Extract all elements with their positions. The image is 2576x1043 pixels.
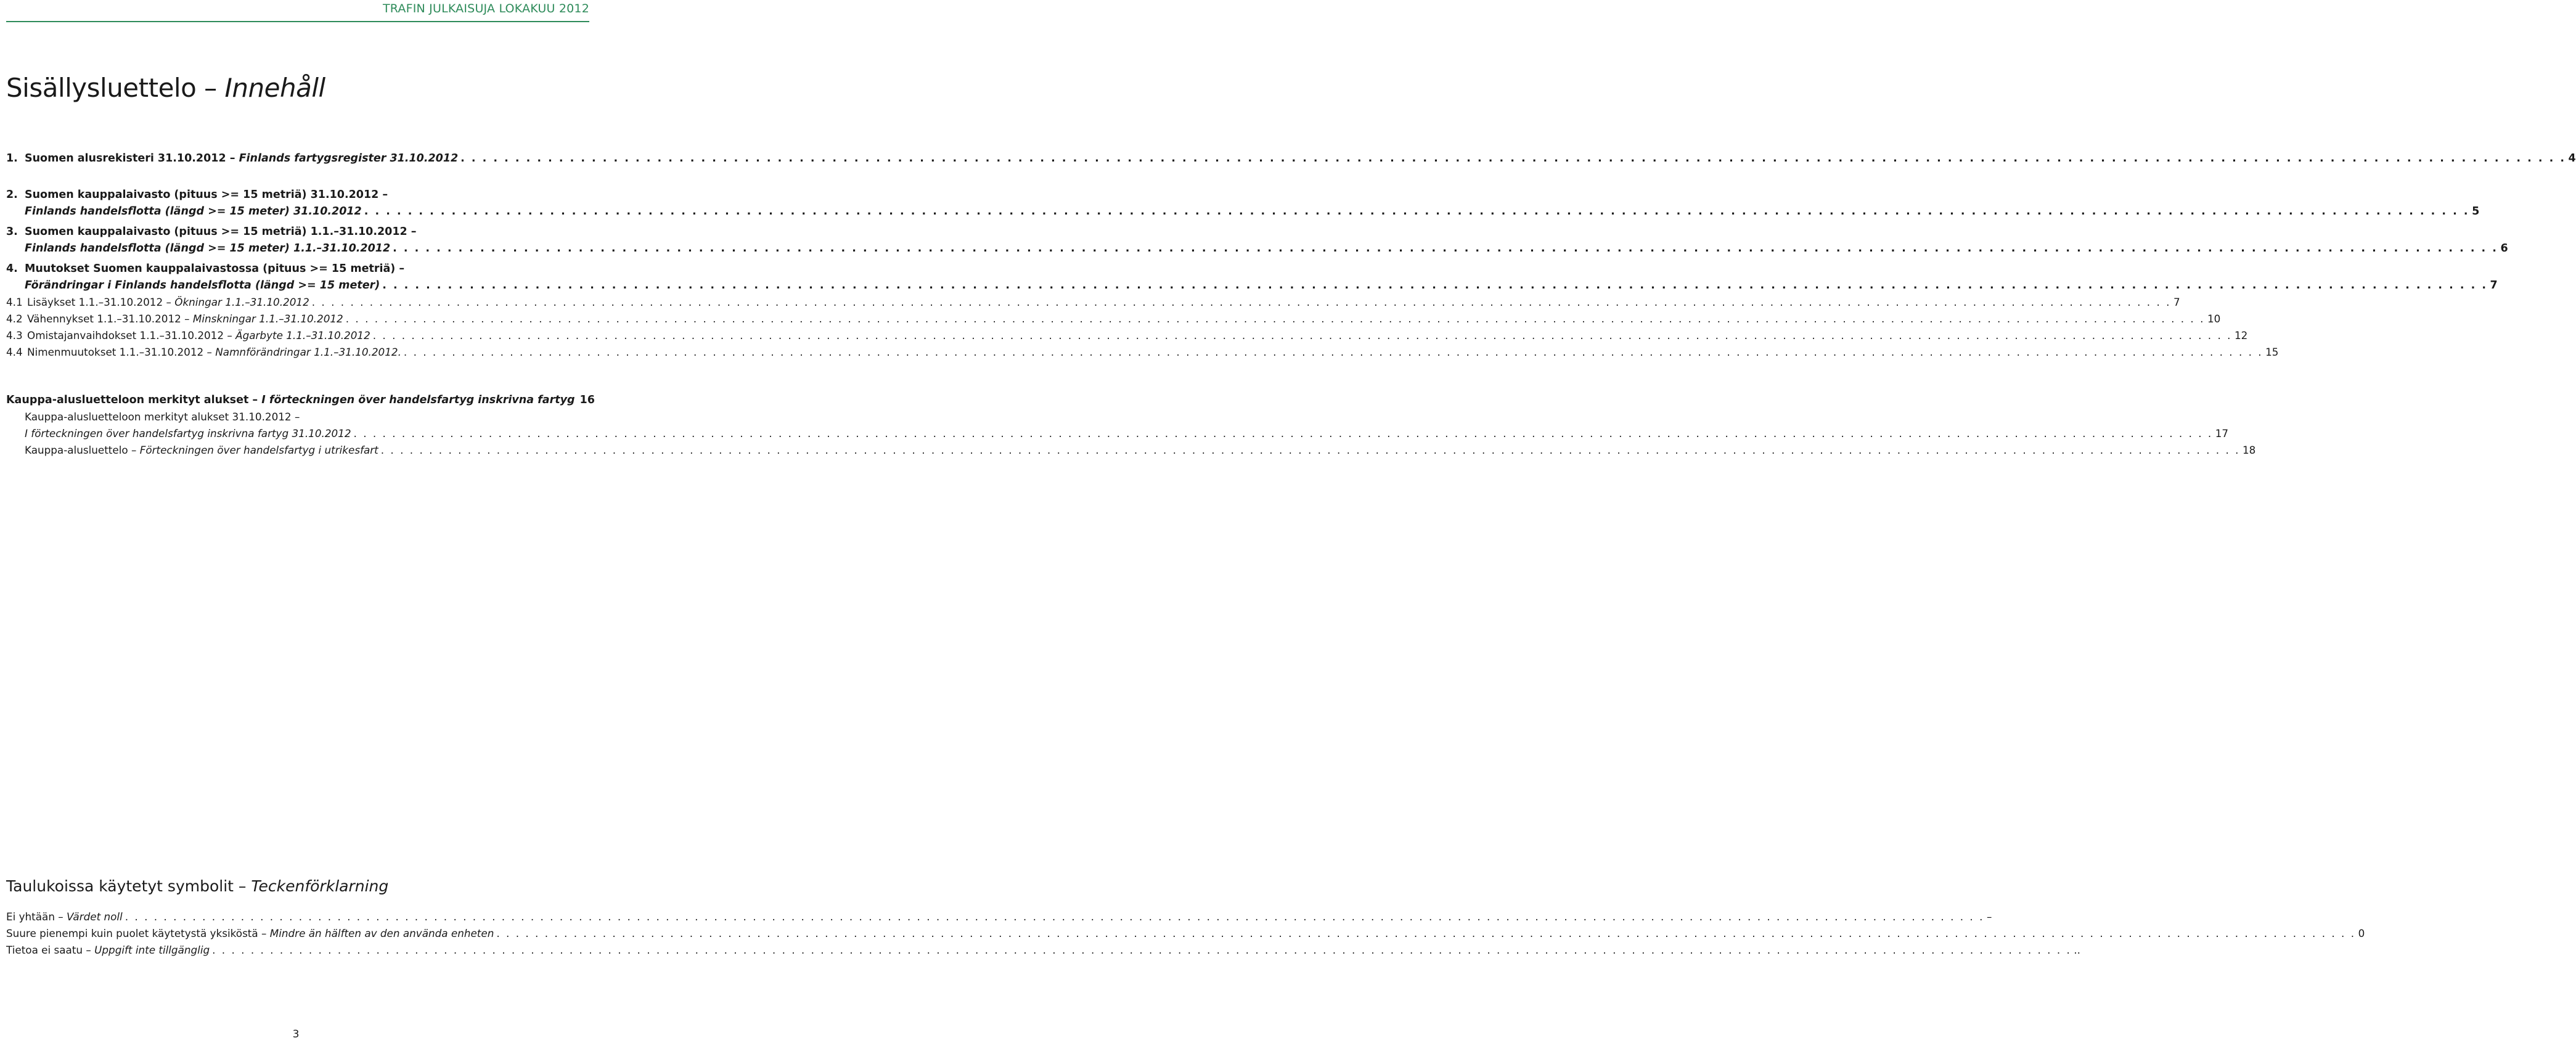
- toc-swedish: Ökningar 1.1.–31.10.2012: [174, 296, 309, 308]
- toc-number: 4.1: [6, 296, 23, 308]
- toc-page-number: 7: [2173, 296, 2180, 308]
- symbols-heading: Taulukoissa käytetyt symbolit – Teckenförklarning: [6, 877, 389, 895]
- toc-subentry-4-4[interactable]: 4.4 Nimenmuutokset 1.1.–31.10.2012 – Namnförändringar 1.1.–31.10.2012. . . . 15: [6, 344, 586, 360]
- toc-page-number: 12: [2234, 329, 2248, 342]
- dot-leader: [364, 203, 2469, 219]
- page-number: 3: [292, 1028, 300, 1041]
- toc-entry-2-line1[interactable]: 2. Suomen kauppalaivasto (pituus >= 15 metriä) 31.10.2012 –: [6, 187, 388, 203]
- dot-leader: [460, 150, 2566, 166]
- symbol-row-unavailable: Tietoa ei saatu – Uppgift inte tillgänglig . . . ..: [6, 942, 586, 958]
- toc-entry-1[interactable]: 1. Suomen alusrekisteri 31.10.2012 – Finlands fartygsregister 31.10.2012 . . . 4: [6, 150, 586, 166]
- toc-entry-3-line1[interactable]: 3. Suomen kauppalaivasto (pituus >= 15 metriä) 1.1.–31.10.2012 –: [6, 224, 417, 240]
- toc-page-number: 5: [2472, 205, 2480, 218]
- toc-entry-4-line2[interactable]: [6, 277, 2498, 293]
- symbol-finnish: Ei yhtään: [6, 910, 55, 923]
- toc-finnish: Suomen alusrekisteri 31.10.2012: [25, 152, 226, 165]
- toc-swedish: Namnförändringar 1.1.–31.10.2012.: [215, 346, 401, 358]
- toc-finnish: Lisäykset 1.1.–31.10.2012: [27, 296, 163, 308]
- publication-header: [6, 0, 589, 22]
- toc-number: 4.: [6, 263, 18, 275]
- toc-number: 4.3: [6, 329, 23, 342]
- toc-subentry-4-2[interactable]: 4.2 Vähennykset 1.1.–31.10.2012 – Minskningar 1.1.–31.10.2012 . . . 10: [6, 311, 586, 327]
- toc-subentry-kauppa-1-line1[interactable]: Kauppa-alusluetteloon merkityt alukset 31.10.2012 –: [25, 411, 300, 423]
- toc-swedish: Förändringar i Finlands handelsflotta (längd >= 15 meter): [25, 279, 380, 292]
- toc-swedish: I förteckningen över handelsfartyg inskrivna fartyg 31.10.2012: [25, 427, 351, 440]
- toc-entry-4-line1[interactable]: 4. Muutokset Suomen kauppalaivastossa (pituus >= 15 metriä) –: [6, 261, 404, 277]
- symbol-swedish: Värdet noll: [67, 910, 123, 923]
- dot-leader: [125, 909, 1984, 925]
- toc-finnish: Suomen kauppalaivasto (pituus >= 15 metriä) 1.1.–31.10.2012: [25, 226, 407, 238]
- toc-page-number: 17: [2215, 427, 2229, 440]
- symbol-mark: –: [1986, 910, 1992, 923]
- toc-finnish: Nimenmuutokset 1.1.–31.10.2012: [27, 346, 204, 358]
- toc-swedish: Finlands handelsflotta (längd >= 15 meter) 31.10.2012: [25, 205, 362, 218]
- toc-swedish: Finlands fartygsregister 31.10.2012: [239, 152, 459, 165]
- toc-finnish: Vähennykset 1.1.–31.10.2012: [27, 313, 181, 325]
- toc-entry-2-line2[interactable]: [6, 203, 2480, 219]
- symbol-row-none: Ei yhtään – Värdet noll . . . –: [6, 909, 586, 925]
- toc-finnish: Kauppa-alusluetteloon merkityt alukset: [6, 394, 249, 406]
- toc-page-number: 18: [2242, 444, 2256, 456]
- toc-page-number: 4: [2568, 152, 2576, 165]
- symbol-swedish: Mindre än hälften av den använda enheten: [269, 927, 494, 939]
- toc-number: 2.: [6, 189, 18, 201]
- dot-leader: [382, 277, 2487, 293]
- dot-leader: [393, 240, 2498, 256]
- title-dash: –: [196, 73, 225, 103]
- symbol-finnish: Suure pienempi kuin puolet käytetystä yksiköstä: [6, 927, 258, 939]
- symbol-mark: ..: [2074, 944, 2081, 956]
- toc-swedish: Finlands handelsflotta (längd >= 15 meter) 1.1.–31.10.2012: [25, 242, 391, 255]
- toc-swedish: Ägarbyte 1.1.–31.10.2012: [235, 329, 370, 342]
- dot-leader: [354, 425, 2213, 441]
- toc-subentry-4-1[interactable]: 4.1 Lisäykset 1.1.–31.10.2012 – Ökningar 1.1.–31.10.2012 . . . 7: [6, 294, 586, 310]
- symbol-row-small: Suure pienempi kuin puolet käytetystä yksiköstä – Mindre än hälften av den använda enheten . . . 0: [6, 925, 586, 941]
- toc-swedish: Förteckningen över handelsfartyg i utrikesfart: [139, 444, 378, 456]
- dot-leader: [381, 442, 2240, 458]
- toc-subentry-kauppa-1-line2[interactable]: [6, 425, 2229, 441]
- toc-page-number: 16: [579, 394, 595, 406]
- toc-number: 4.4: [6, 346, 23, 358]
- title-italic: Innehåll: [224, 73, 325, 103]
- toc-page-number: 10: [2207, 313, 2221, 325]
- dot-leader: [373, 327, 2232, 343]
- toc-number: 1.: [6, 152, 18, 165]
- toc-finnish: Kauppa-alusluetteloon merkityt alukset 31.10.2012: [25, 411, 292, 423]
- dot-leader: [312, 294, 2171, 310]
- toc-finnish: Omistajanvaihdokset 1.1.–31.10.2012: [27, 329, 224, 342]
- toc-finnish: Kauppa-alusluettelo: [25, 444, 128, 456]
- dot-leader: [496, 925, 2355, 941]
- dot-leader: [404, 344, 2263, 360]
- toc-finnish: Muutokset Suomen kauppalaivastossa (pituus >= 15 metriä): [25, 263, 396, 275]
- symbol-finnish: Tietoa ei saatu: [6, 944, 83, 956]
- toc-swedish: I förteckningen över handelsfartyg inskrivna fartyg: [261, 394, 575, 406]
- dot-leader: [212, 942, 2071, 958]
- header-text: TRAFIN JULKAISUJA LOKAKUU 2012: [382, 2, 589, 15]
- toc-finnish: Suomen kauppalaivasto (pituus >= 15 metriä) 31.10.2012: [25, 189, 379, 201]
- symbol-mark: 0: [2358, 927, 2365, 939]
- toc-page-number: 6: [2500, 242, 2508, 255]
- toc-number: 3.: [6, 226, 18, 238]
- toc-page-number: 7: [2490, 279, 2498, 292]
- toc-subentry-4-3[interactable]: 4.3 Omistajanvaihdokset 1.1.–31.10.2012 – Ägarbyte 1.1.–31.10.2012 . . . 12: [6, 327, 586, 343]
- toc-entry-kauppa[interactable]: Kauppa-alusluetteloon merkityt alukset – I förteckningen över handelsfartyg inskrivna fartyg 16: [6, 392, 586, 408]
- title-main: Sisällysluettelo: [6, 73, 197, 103]
- dot-leader: [346, 311, 2205, 327]
- toc-subentry-kauppa-2[interactable]: Kauppa-alusluettelo – Förteckningen över handelsfartyg i utrikesfart . . . 18: [6, 442, 586, 458]
- toc-number: 4.2: [6, 313, 23, 325]
- page-title: [6, 73, 325, 103]
- toc-page-number: 15: [2265, 346, 2279, 358]
- toc-entry-3-line2[interactable]: [6, 240, 2508, 256]
- toc-swedish: Minskningar 1.1.–31.10.2012: [192, 313, 343, 325]
- symbol-swedish: Uppgift inte tillgänglig: [94, 944, 210, 956]
